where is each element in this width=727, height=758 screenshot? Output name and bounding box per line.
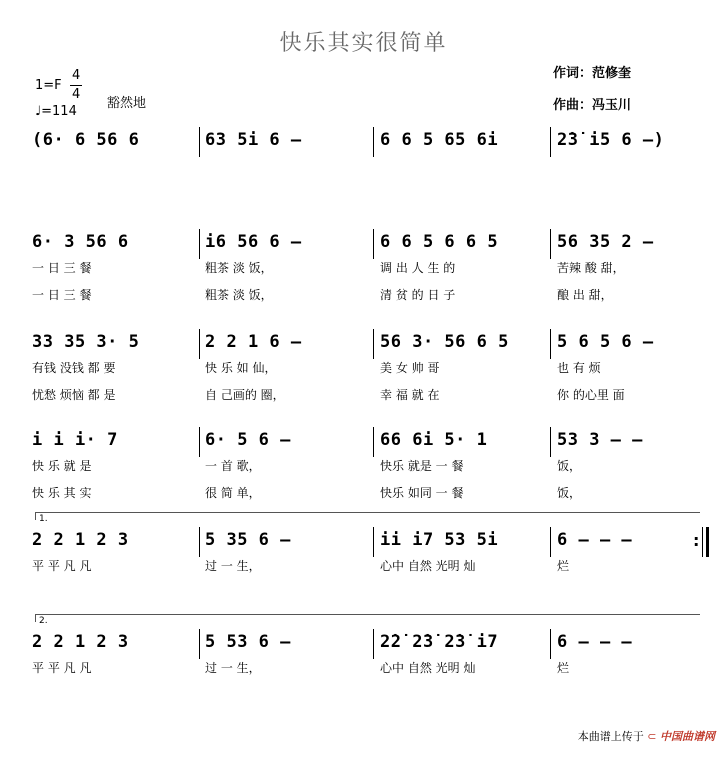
lyric-verse-2: 快乐 如同 一 餐 xyxy=(380,486,464,500)
lyric-verse-1: 心中 自然 光明 灿 xyxy=(380,661,476,675)
bar-line xyxy=(199,127,200,157)
lyric-verse-2: 幸 福 就 在 xyxy=(380,388,440,402)
lyric-verse-2: 一 日 三 餐 xyxy=(32,288,92,302)
bar-line xyxy=(373,329,374,359)
measure-notes: 56 3· 56 6 5 xyxy=(380,332,509,352)
lyric-verse-2: 清 贫 的 日 子 xyxy=(380,288,456,302)
bar-line xyxy=(199,329,200,359)
measure-notes: ii i7 53 5i xyxy=(380,530,499,550)
bar-line xyxy=(550,527,551,557)
composer-credit: 作曲：冯玉川 xyxy=(553,98,632,113)
lyric-verse-1: 一 首 歌， xyxy=(205,459,261,473)
lyric-verse-1: 粗茶 淡 饭， xyxy=(205,261,273,275)
lyric-verse-2: 你 的心里 面 xyxy=(557,388,625,402)
bar-line xyxy=(373,629,374,659)
bar-line xyxy=(199,629,200,659)
lyric-verse-1: 有钱 没钱 都 要 xyxy=(32,361,116,375)
repeat-thin-bar xyxy=(702,527,703,557)
measure-notes: 2̇3̇ i5 6 –) xyxy=(557,130,665,150)
measure-notes: 2 2 1 6 – xyxy=(205,332,302,352)
lyric-verse-1: 平 平 凡 凡 xyxy=(32,661,92,675)
site-logo-icon: ⊂ xyxy=(647,730,657,743)
measure-notes: 6 6 5 6 6 5 xyxy=(380,232,499,252)
measure-notes: 53 3 – – xyxy=(557,430,643,450)
ending-number: 1. xyxy=(39,514,48,524)
lyric-verse-1: 调 出 人 生 的 xyxy=(380,261,456,275)
time-signature-denominator: 4 xyxy=(72,87,81,102)
lyric-verse-2: 饭， xyxy=(557,486,582,500)
time-signature-numerator: 4 xyxy=(72,68,81,83)
lyric-verse-1: 饭， xyxy=(557,459,582,473)
lyric-verse-1: 苦辣 酸 甜， xyxy=(557,261,625,275)
lyric-verse-2: 快 乐 其 实 xyxy=(32,486,92,500)
ending-bracket xyxy=(35,512,700,513)
lyric-verse-1: 平 平 凡 凡 xyxy=(32,559,92,573)
repeat-end-bar xyxy=(706,527,709,557)
site-brand[interactable]: 中国曲谱网 xyxy=(660,730,715,743)
bar-line xyxy=(550,127,551,157)
measure-notes: 6· 3 56 6 xyxy=(32,232,129,252)
ending-bracket-tick xyxy=(35,512,36,520)
lyric-verse-1: 烂 xyxy=(557,559,570,573)
lyricist-credit: 作词：范修奎 xyxy=(553,66,632,81)
lyric-verse-1: 快乐 就是 一 餐 xyxy=(380,459,464,473)
bar-line xyxy=(550,629,551,659)
lyric-verse-2: 很 简 单， xyxy=(205,486,261,500)
bar-line xyxy=(373,229,374,259)
lyric-verse-1: 烂 xyxy=(557,661,570,675)
measure-notes: 5 35 6 – xyxy=(205,530,291,550)
lyric-verse-1: 一 日 三 餐 xyxy=(32,261,92,275)
upload-footer xyxy=(578,728,715,744)
measure-notes: 6 – – – xyxy=(557,632,633,652)
lyric-verse-2: 自 己画的 圈， xyxy=(205,388,285,402)
bar-line xyxy=(199,527,200,557)
measure-notes: 66 6i 5· 1 xyxy=(380,430,488,450)
tempo-marking: ♩=114 xyxy=(35,104,77,119)
lyric-verse-1: 快 乐 如 仙， xyxy=(205,361,277,375)
bar-line xyxy=(550,229,551,259)
key-signature: 1=F xyxy=(35,78,62,93)
lyric-verse-1: 美 女 帅 哥 xyxy=(380,361,440,375)
lyric-verse-1: 也 有 烦 xyxy=(557,361,601,375)
ending-bracket-tick xyxy=(35,614,36,622)
measure-notes: 6 6 5 65 6i xyxy=(380,130,499,150)
bar-line xyxy=(373,427,374,457)
expression-marking: 豁然地 xyxy=(107,96,147,111)
measure-notes: i i i· 7 xyxy=(32,430,118,450)
lyric-verse-2: 粗茶 淡 饭， xyxy=(205,288,273,302)
bar-line xyxy=(373,127,374,157)
repeat-dots: : xyxy=(693,531,700,550)
bar-line xyxy=(373,527,374,557)
measure-notes: 5 53 6 – xyxy=(205,632,291,652)
measure-notes: 2̇2̇ 2̇3̇ 2̇3̇ i7 xyxy=(380,632,499,652)
bar-line xyxy=(199,229,200,259)
lyric-verse-1: 过 一 生， xyxy=(205,661,261,675)
measure-notes: 2 2 1 2 3 xyxy=(32,632,129,652)
time-signature-divider xyxy=(70,85,82,86)
measure-notes: 56 35 2 – xyxy=(557,232,654,252)
ending-bracket xyxy=(35,614,700,615)
measure-notes: 6 – – – xyxy=(557,530,633,550)
song-title: 快乐其实很简单 xyxy=(279,31,448,56)
ending-number: 2. xyxy=(39,616,48,626)
bar-line xyxy=(550,427,551,457)
measure-notes: 5 6 5 6 – xyxy=(557,332,654,352)
lyric-verse-2: 酿 出 甜， xyxy=(557,288,613,302)
measure-notes: 33 35 3· 5 xyxy=(32,332,140,352)
lyric-verse-1: 心中 自然 光明 灿 xyxy=(380,559,476,573)
measure-notes: 63 5i 6 – xyxy=(205,130,302,150)
bar-line xyxy=(550,329,551,359)
footer-prefix: 本曲谱上传于 xyxy=(577,730,644,743)
lyric-verse-1: 快 乐 就 是 xyxy=(32,459,92,473)
measure-notes: (6· 6 56 6 xyxy=(32,130,140,150)
measure-notes: 6· 5 6 – xyxy=(205,430,291,450)
lyric-verse-2: 忧愁 烦恼 都 是 xyxy=(32,388,116,402)
measure-notes: 2 2 1 2 3 xyxy=(32,530,129,550)
bar-line xyxy=(199,427,200,457)
measure-notes: i6 56 6 – xyxy=(205,232,302,252)
lyric-verse-1: 过 一 生， xyxy=(205,559,261,573)
